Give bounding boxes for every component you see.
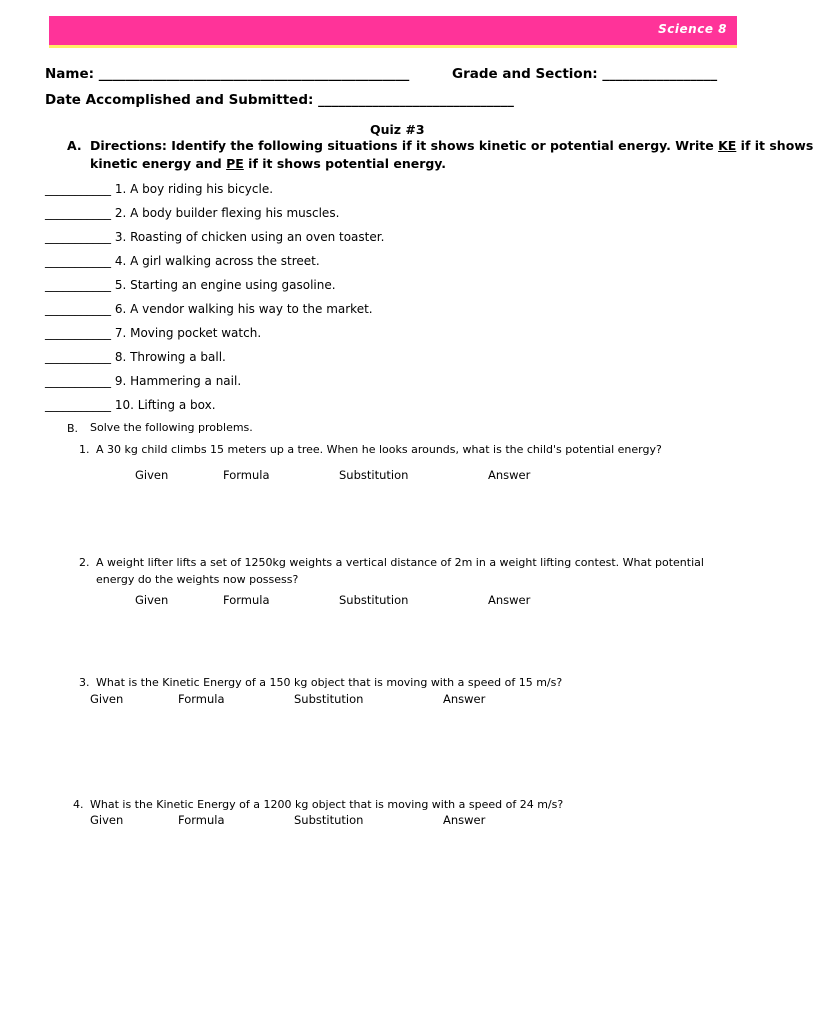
problem-text-continued: energy do the weights now possess?: [96, 573, 299, 586]
problem-text: What is the Kinetic Energy of a 1200 kg object that is moving with a speed of 24 m/s?: [90, 798, 564, 811]
answer-blank[interactable]: ___________: [45, 254, 111, 268]
pe-term: PE: [226, 156, 244, 171]
item-text: 3. Roasting of chicken using an oven toaster.: [114, 230, 385, 244]
substitution-label: Substitution: [294, 692, 364, 706]
answer-blank[interactable]: ___________: [45, 230, 111, 244]
given-label: Given: [135, 468, 169, 482]
substitution-label: Substitution: [294, 813, 364, 827]
formula-label: Formula: [178, 692, 225, 706]
answer-label: Answer: [443, 692, 486, 706]
list-item: [45, 206, 339, 220]
item-text: 1. A boy riding his bicycle.: [114, 182, 274, 196]
given-label: Given: [90, 813, 124, 827]
problem-number: 2.: [79, 556, 90, 569]
part-a-directions-line-2: [90, 156, 446, 171]
name-field[interactable]: Name: ______________________________________________: [45, 66, 410, 82]
list-item: [45, 350, 226, 364]
directions-text-2: if it shows: [736, 138, 813, 153]
given-label: Given: [135, 593, 169, 607]
item-text: 8. Throwing a ball.: [114, 350, 226, 364]
problem-text: A 30 kg child climbs 15 meters up a tree. When he looks arounds, what is the child's potential energy?: [96, 443, 662, 456]
answer-blank[interactable]: ___________: [45, 302, 111, 316]
item-text: 10. Lifting a box.: [114, 398, 216, 412]
grade-section-field[interactable]: Grade and Section: _________________: [452, 66, 718, 82]
answer-blank[interactable]: ___________: [45, 350, 111, 364]
list-item: [45, 374, 241, 388]
directions-text-1: Directions: Identify the following situations if it shows kinetic or potential energy. Write: [90, 138, 719, 153]
subject-label: Science 8: [658, 22, 727, 36]
answer-label: Answer: [488, 593, 531, 607]
item-text: 6. A vendor walking his way to the market.: [114, 302, 373, 316]
directions-text-3: kinetic energy and: [90, 156, 227, 171]
quiz-title: Quiz #3: [370, 122, 425, 137]
substitution-label: Substitution: [339, 593, 409, 607]
answer-blank[interactable]: ___________: [45, 182, 111, 196]
ke-term: KE: [718, 138, 737, 153]
problem-number: 3.: [79, 676, 90, 689]
list-item: [45, 278, 336, 292]
item-text: 5. Starting an engine using gasoline.: [114, 278, 336, 292]
item-text: 9. Hammering a nail.: [114, 374, 242, 388]
list-item: [45, 254, 320, 268]
list-item: [45, 230, 384, 244]
problem-text: What is the Kinetic Energy of a 150 kg object that is moving with a speed of 15 m/s?: [96, 676, 563, 689]
answer-blank[interactable]: ___________: [45, 278, 111, 292]
list-item: [45, 182, 273, 196]
item-text: 2. A body builder flexing his muscles.: [114, 206, 340, 220]
answer-blank[interactable]: ___________: [45, 206, 111, 220]
answer-label: Answer: [443, 813, 486, 827]
formula-label: Formula: [223, 593, 270, 607]
part-a-directions-line-1: [90, 138, 813, 153]
substitution-label: Substitution: [339, 468, 409, 482]
banner-stripe: [49, 45, 737, 48]
list-item: [45, 398, 216, 412]
given-label: Given: [90, 692, 124, 706]
formula-label: Formula: [178, 813, 225, 827]
date-field[interactable]: Date Accomplished and Submitted: _____________________________: [45, 92, 514, 108]
list-item: [45, 302, 373, 316]
item-text: 4. A girl walking across the street.: [114, 254, 320, 268]
header-banner: [49, 16, 737, 45]
part-a-letter: A.: [67, 138, 82, 153]
part-b-letter: B.: [67, 422, 79, 435]
answer-blank[interactable]: ___________: [45, 326, 111, 340]
formula-label: Formula: [223, 468, 270, 482]
problem-text: A weight lifter lifts a set of 1250kg weights a vertical distance of 2m in a weight lifting contest. What potential: [96, 556, 704, 569]
list-item: [45, 326, 261, 340]
part-b-instruction: Solve the following problems.: [90, 421, 253, 434]
answer-blank[interactable]: ___________: [45, 398, 111, 412]
problem-number: 4.: [73, 798, 84, 811]
answer-blank[interactable]: ___________: [45, 374, 111, 388]
problem-number: 1.: [79, 443, 90, 456]
answer-label: Answer: [488, 468, 531, 482]
directions-text-4: if it shows potential energy.: [243, 156, 447, 171]
item-text: 7. Moving pocket watch.: [114, 326, 262, 340]
